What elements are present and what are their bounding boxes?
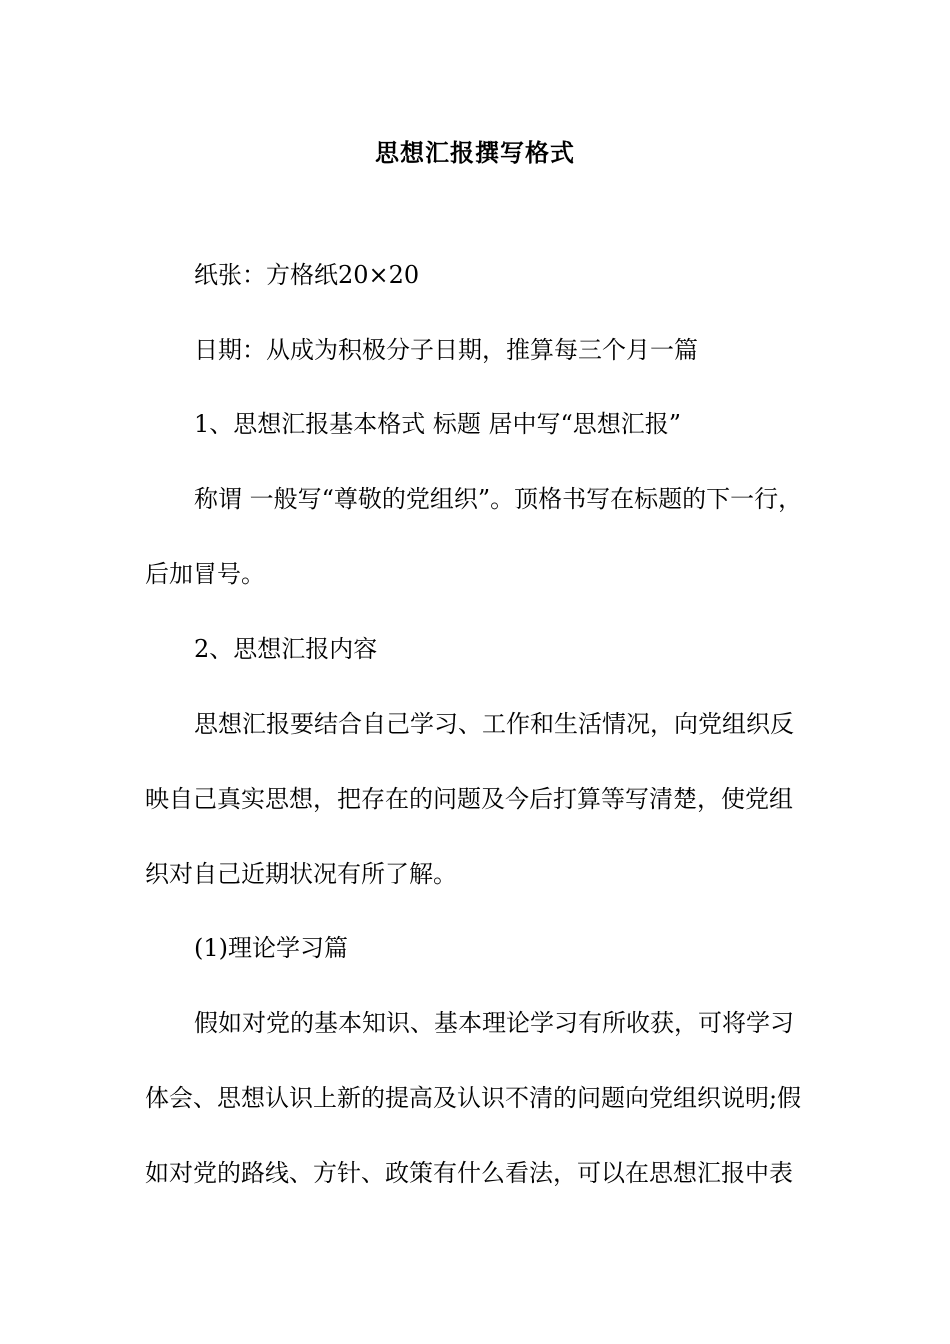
subsection-theory-heading: (1)理论学习篇 [194, 934, 348, 962]
salutation-line-2: 后加冒号。 [145, 560, 265, 588]
section-1-heading: 1、思想汇报基本格式 标题 居中写“思想汇报” [194, 410, 682, 438]
theory-paragraph-line-2: 体会、思想认识上新的提高及认识不清的问题向党组织说明;假 [145, 1084, 802, 1112]
theory-paragraph-line-3: 如对党的路线、方针、政策有什么看法，可以在思想汇报中表 [145, 1159, 793, 1187]
content-paragraph-line-1: 思想汇报要结合自己学习、工作和生活情况，向党组织反 [194, 710, 794, 738]
theory-paragraph-line-1: 假如对党的基本知识、基本理论学习有所收获，可将学习 [194, 1009, 794, 1037]
salutation-line-1: 称谓 一般写“尊敬的党组织”。顶格书写在标题的下一行， [194, 485, 803, 513]
content-paragraph-line-2: 映自己真实思想，把存在的问题及今后打算等写清楚，使党组 [145, 785, 793, 813]
section-2-heading: 2、思想汇报内容 [194, 635, 378, 663]
content-paragraph-line-3: 织对自己近期状况有所了解。 [145, 860, 457, 888]
paper-spec-line: 纸张：方格纸20×20 [194, 261, 420, 289]
document-title: 思想汇报撰写格式 [375, 138, 575, 167]
date-spec-line: 日期：从成为积极分子日期，推算每三个月一篇 [194, 336, 698, 364]
